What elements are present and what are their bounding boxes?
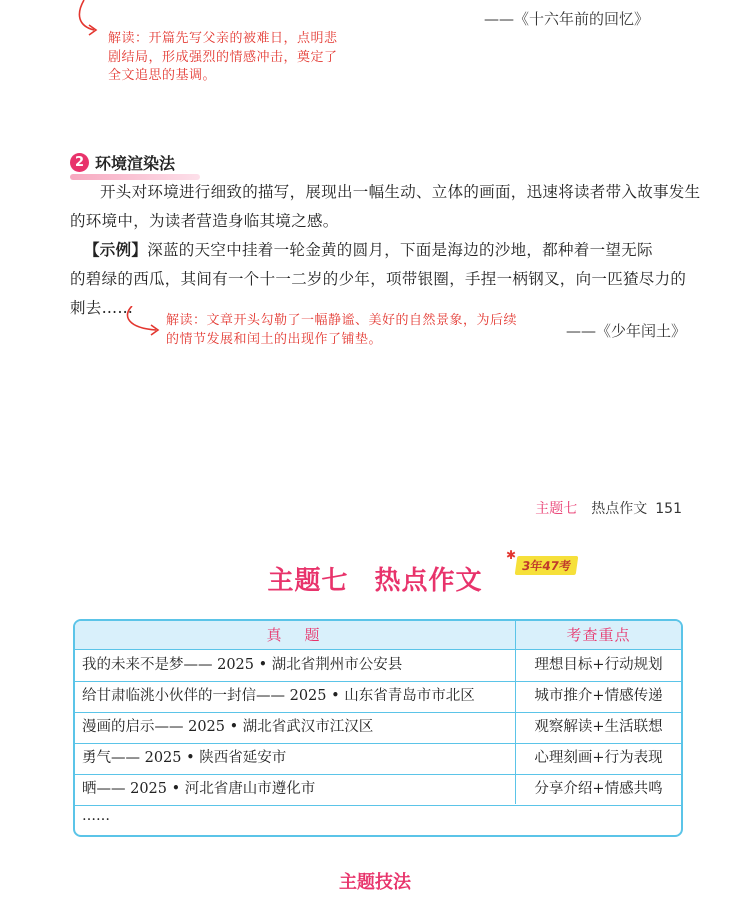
table-ellipsis: …… (82, 808, 110, 824)
page-number: 151 (655, 501, 682, 517)
note-line: 的情节发展和闰土的出现作了铺垫。 (166, 331, 383, 347)
table-row (75, 681, 681, 713)
table-cell-question: 给甘肃临洮小伙伴的一封信—— 2025 • 山东省青岛市市北区 (82, 688, 475, 704)
table-cell-focus: 分享介绍+情感共鸣 (534, 781, 663, 797)
theme-title-part2: 热点作文 (374, 566, 483, 596)
section-number-badge: 2 (70, 153, 89, 172)
note-line: 解读：文章开头勾勒了一幅静谧、美好的自然景象，为后续 (166, 313, 518, 328)
techniques-heading: 主题技法 (339, 872, 411, 893)
example-label: 【示例】 (84, 241, 148, 259)
note-line: 解读：开篇先写父亲的被难日，点明悲 (108, 31, 338, 46)
table-row (75, 774, 681, 806)
table-header-question: 真 题 (266, 626, 324, 644)
note-block-1 (108, 30, 368, 86)
section-title: 环境渲染法 (95, 153, 176, 173)
table-row (75, 650, 681, 682)
note-arrow-1-icon (64, 0, 104, 40)
note-arrow-2-icon (118, 306, 168, 344)
table-cell-focus: 心理刻画+行为表现 (534, 750, 663, 766)
note-line: 剧结局，形成强烈的情感冲击，奠定了 (108, 49, 338, 65)
theme-title (0, 560, 750, 597)
note-block-2 (166, 312, 566, 349)
theme-title-part1: 主题七 (267, 566, 349, 596)
table-row (75, 712, 681, 744)
table-cell-question: 勇气—— 2025 • 陕西省延安市 (82, 750, 287, 766)
table-header-focus: 考查重点 (566, 626, 631, 644)
note-line: 全文追思的基调。 (108, 68, 217, 83)
exam-table (73, 619, 683, 837)
example-line: 的碧绿的西瓜，其间有一个十一二岁的少年，项带银圈，手捏一柄钢叉，向一匹猹尽力的 (70, 270, 687, 288)
example-line: 深蓝的天空中挂着一轮金黄的圆月，下面是海边的沙地，都种着一望无际 (147, 241, 653, 259)
table-cell-question: 漫画的启示—— 2025 • 湖北省武汉市江汉区 (82, 719, 374, 735)
exam-count-badge: 3年47考 (515, 556, 579, 575)
citation-sixteen-years: ——《十六年前的回忆》 (484, 10, 650, 28)
table-header (75, 621, 681, 650)
table-cell-focus: 城市推介+情感传递 (534, 688, 663, 704)
table-row (75, 743, 681, 775)
running-header-topic: 主题七 (535, 501, 578, 517)
sparkle-icon: ✱ (506, 548, 517, 562)
table-cell-question: 我的未来不是梦—— 2025 • 湖北省荆州市公安县 (82, 657, 403, 673)
desc-line: 开头对环境进行细致的描写，展现出一幅生动、立体的画面，迅速将读者带入故事发生 (100, 183, 701, 201)
section-heading (70, 150, 175, 174)
section-description (70, 178, 701, 236)
table-cell-focus: 观察解读+生活联想 (534, 719, 663, 735)
running-header-subtitle: 热点作文 (591, 501, 648, 517)
desc-line: 的环境中，为读者营造身临其境之感。 (70, 212, 339, 230)
citation-young-runtu: ——《少年闰土》 (566, 322, 687, 340)
example-first-line (70, 236, 690, 265)
example-line: 刺去…… (70, 299, 134, 317)
table-cell-focus: 理想目标+行动规划 (534, 657, 663, 673)
running-header (535, 498, 682, 518)
table-cell-question: 晒—— 2025 • 河北省唐山市遵化市 (82, 781, 316, 797)
